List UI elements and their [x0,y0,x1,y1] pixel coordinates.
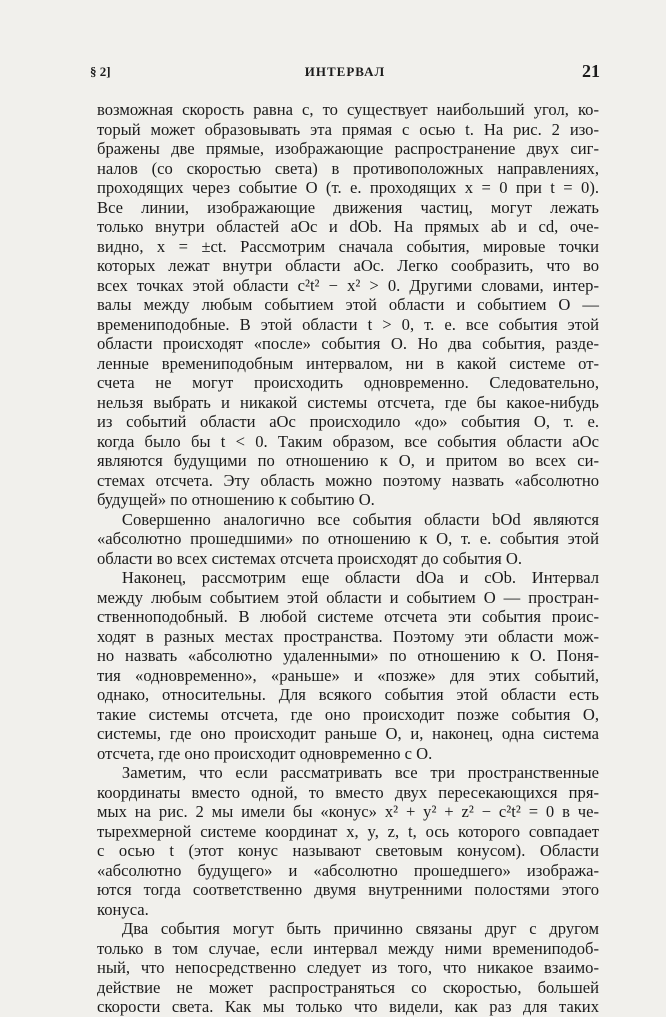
text-line: торый может образовывать эта прямая с осью t. На рис. 2 изо- [97,119,599,139]
text-line: Заметим, что если рассматривать все три пространственные [121,763,599,782]
text-line: ственноподобный. В любой системе отсчета эти события проис- [97,607,599,626]
text-line: конуса. [97,899,149,919]
text-line: мых на рис. 2 мы имели бы «конус» x² + y² + z² − c²t² = 0 в че- [97,802,599,821]
text-line: видно, x = ±ct. Рассмотрим сначала события, мировые точки [97,236,599,256]
text-line: всех точках этой области c²t² − x² > 0. Другими словами, интер- [97,275,599,295]
text-line: когда было бы t < 0. Таким образом, все события области aOc [97,431,599,451]
text-line: ный, что непосредственно следует из того, что никакое взаимо- [97,958,599,977]
text-line: такие системы отсчета, где оно происходит позже события O, [97,704,599,724]
text-line: ются тогда соответственно двумя внутренними полостями этого [97,880,599,899]
text-line: но назвать «абсолютно удаленными» по отношению к O. Поня- [97,646,599,665]
text-line: скорости света. Как мы только что видели, как раз для таких [97,997,599,1016]
text-line: валы между любым событием этой области и событием O — [97,295,599,314]
text-line: с осью t (этот конус называют световым конусом). Области [97,841,599,860]
running-title: ИНТЕРВАЛ [304,64,386,79]
text-line: тия «одновременно», «раньше» и «позже» для этих событий, [97,665,599,685]
text-line: времениподобные. В этой области t > 0, т. е. все события этой [97,314,599,334]
text-line: проходящих через событие O (т. е. проходящих x = 0 при t = 0). [97,178,599,197]
text-line: только внутри областей aOc и dOb. На прямых ab и cd, оче- [97,217,599,236]
text-line: стемах отсчета. Эту область можно поэтому назвать «абсолютно [97,470,599,490]
text-line: являются будущими по отношению к O, и притом во всех си- [97,451,599,470]
text-line: из событий области aOc происходило «до» события O, т. е. [97,412,599,431]
text-line: Два события могут быть причинно связаны друг с другом [121,919,599,938]
text-line: координаты вместо одной, то вместо двух пересекающихся пря- [97,782,599,802]
text-line: Совершенно аналогично все события области bOd являются [121,509,599,529]
text-line: бражены две прямые, изображающие распространение двух сиг- [97,139,599,158]
text-line: «абсолютно будущего» и «абсолютно прошедшего» изобража- [97,860,599,880]
section-mark: § 2] [90,64,111,79]
text-line: будущей» по отношению к событию O. [97,490,375,509]
text-line: которых лежат внутри области aOc. Легко сообразить, что во [97,256,599,275]
text-line: ходят в разных местах пространства. Поэтому эти области мож- [97,626,599,646]
text-line: области во всех системах отсчета происходят до события O. [97,548,522,568]
text-line: системы, где оно происходит раньше O, и, наконец, одна система [97,724,599,743]
text-line: ленные времениподобным интервалом, ни в какой системе от- [97,353,599,373]
running-header [90,62,600,84]
text-line: между любым событием этой области и событием O — простран- [97,587,599,607]
text-line: отсчета, где оно происходит одновременно с O. [97,743,433,763]
text-line: «абсолютно прошедшими» по отношению к O, т. е. события этой [97,529,599,548]
page-number: 21 [582,61,600,81]
text-line: Наконец, рассмотрим еще области dOa и cOb. Интервал [121,568,599,587]
text-line: счета не могут происходить одновременно. Следовательно, [97,373,599,392]
text-line: только в том случае, если интервал между ними времениподоб- [97,938,599,958]
text-line: Все линии, изображающие движения частиц, могут лежать [97,197,599,217]
text-line: области происходят «после» события O. Но два события, разде- [97,334,599,353]
page-body [97,100,599,1017]
text-line: тырехмерной системе координат x, y, z, t, ось которого совпадает [97,821,599,841]
text-line: однако, относительны. Для всякого события этой области есть [97,685,599,704]
text-line: возможная скорость равна c, то существует наибольший угол, ко- [97,100,599,119]
text-line: налов (со скоростью света) в противоположных направлениях, [97,158,599,178]
text-line: действие не может распространяться со скоростью, большей [97,977,599,997]
text-line: нельзя выбрать и никакой системы отсчета, где бы какое-нибудь [97,392,599,412]
